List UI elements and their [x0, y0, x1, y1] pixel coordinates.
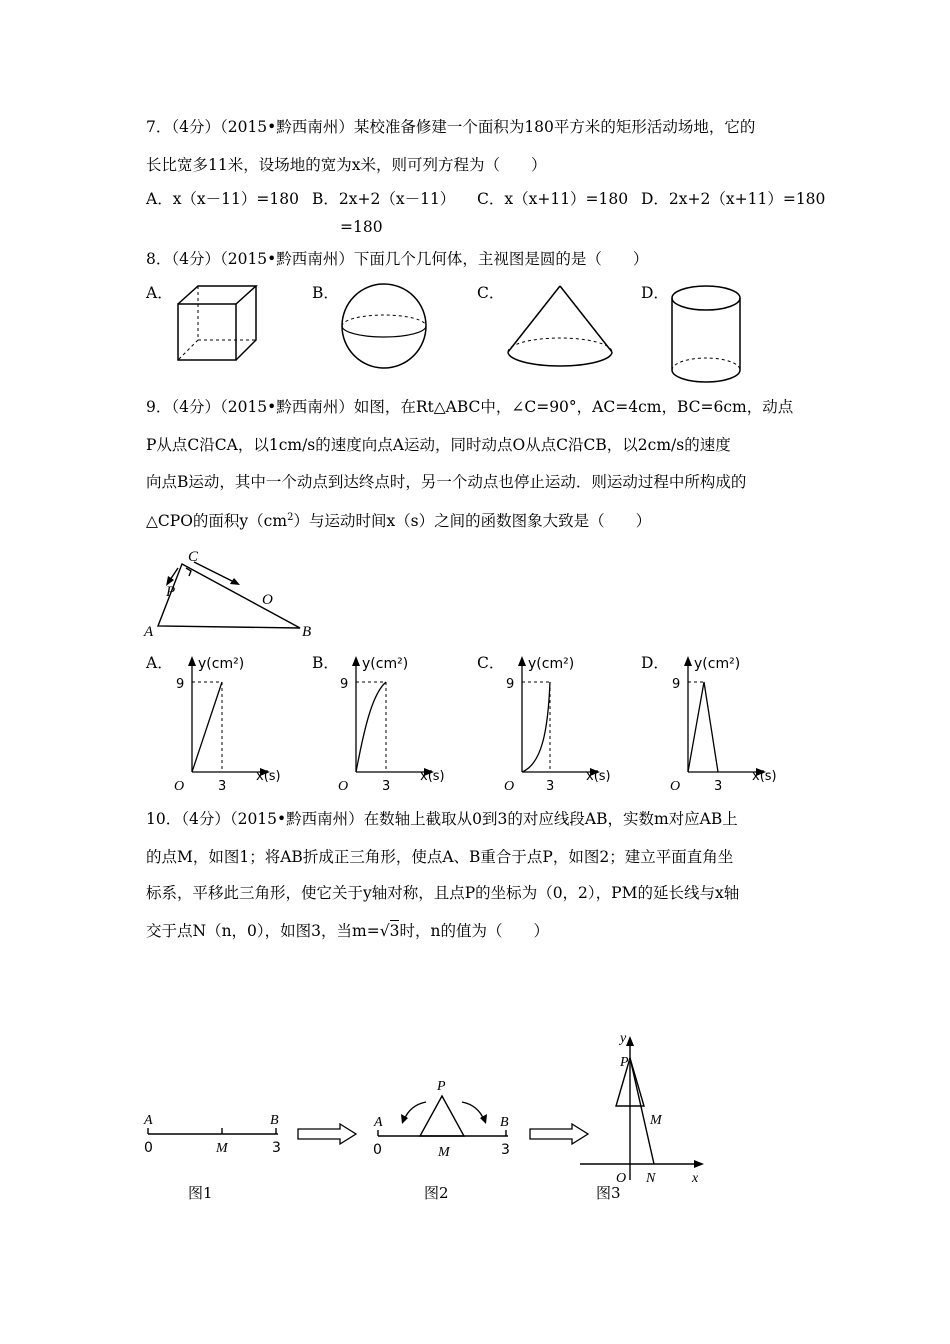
q10-fig2-p: P [437, 1079, 446, 1094]
q9-graph-b[interactable] [332, 650, 452, 800]
q9-stem-line3: 向点B运动，其中一个动点到达终点时，另一个动点也停止运动．则运动过程中所构成的 [146, 473, 747, 491]
q10-fig2-zero: 0 [373, 1142, 382, 1158]
q9-c-y-axis-label: y(cm²) [528, 656, 575, 672]
q7-option-a[interactable]: A．x（x－11）=180 [146, 190, 299, 208]
q10-fig1-m: M [216, 1141, 228, 1156]
q9-label-o: O [262, 592, 273, 608]
q10-fig3-m: M [650, 1113, 662, 1128]
cube-figure [174, 284, 264, 364]
q9-b-x-tick: 3 [382, 779, 391, 794]
q9-label-b: B [302, 624, 312, 640]
q10-fig2-caption: 图2 [424, 1184, 449, 1202]
sqrt-sign-icon: √ [379, 922, 390, 940]
q9-a-y-tick: 9 [176, 677, 185, 692]
q9-stem-line4 [146, 513, 651, 530]
q7-stem-line1: 7．（4分）（2015•黔西南州）某校准备修建一个面积为180平方米的矩形活动场地，它的 [146, 118, 756, 136]
q10-stem-line4-radicand: 3 [389, 922, 400, 940]
q7-option-b-cont: =180 [340, 218, 383, 236]
q9-option-d-label[interactable]: D． [641, 654, 669, 672]
q9-stem-line2: P从点C沿CA，以1cm/s的速度向点A运动，同时动点O从点C沿CB，以2cm/s的速度 [146, 436, 731, 454]
q7-option-c[interactable]: C．x（x+11）=180 [477, 190, 629, 208]
q10-stem-line3: 标系，平移此三角形，使它关于y轴对称，且点P的坐标为（0，2），PM的延长线与x轴 [146, 884, 740, 902]
q10-fig2-a: A [374, 1115, 383, 1130]
q10-stem-line4-b: 时，n的值为（ ） [399, 922, 549, 940]
q8-option-d-label[interactable]: D． [641, 284, 669, 302]
q9-graph-d[interactable] [664, 650, 784, 800]
q9-d-x-axis-label: x(s) [752, 769, 777, 784]
q9-d-y-axis-label: y(cm²) [694, 656, 741, 672]
q10-stem-line2: 的点M，如图1；将AB折成正三角形，使点A、B重合于点P，如图2；建立平面直角坐 [146, 848, 734, 866]
q10-fig2-m: M [438, 1145, 450, 1160]
q9-option-b-label[interactable]: B． [312, 654, 339, 672]
q10-fig3-o: O [616, 1171, 627, 1186]
q8-option-b-label[interactable]: B． [312, 284, 339, 302]
q7-option-d[interactable]: D．2x+2（x+11）=180 [641, 190, 826, 208]
double-arrow-icon [296, 1122, 360, 1146]
q9-graph-a[interactable] [168, 650, 288, 800]
q10-fig3 [574, 1030, 714, 1190]
sphere-figure [340, 284, 430, 374]
q10-fig1-b: B [270, 1113, 279, 1128]
q10-stem-line1: 10．（4分）（2015•黔西南州）在数轴上截取从0到3的对应线段AB，实数m对应AB上 [146, 810, 738, 828]
q10-fig2 [370, 1076, 520, 1166]
q9-c-x-tick: 3 [546, 779, 555, 794]
q8-option-a-label[interactable]: A． [146, 284, 173, 302]
q10-stem-line4-a: 交于点N（n，0），如图3，当m= [146, 922, 380, 940]
q10-stem-line4 [146, 924, 549, 940]
q9-a-x-axis-label: x(s) [256, 769, 281, 784]
q9-a-y-axis-label: y(cm²) [198, 656, 245, 672]
q9-stem-line4-a: △CPO的面积y（cm [146, 512, 288, 531]
q9-label-c: C [188, 549, 199, 565]
q9-c-x-axis-label: x(s) [586, 769, 611, 784]
q9-d-x-tick: 3 [714, 779, 723, 794]
q7-option-b[interactable]: B．2x+2（x－11） [312, 190, 456, 208]
q9-b-y-tick: 9 [340, 677, 349, 692]
q10-fig3-p: P [620, 1055, 629, 1070]
q9-b-x-axis-label: x(s) [420, 769, 445, 784]
q9-b-origin: O [338, 779, 349, 794]
q10-fig3-caption: 图3 [596, 1184, 621, 1202]
q9-b-y-axis-label: y(cm²) [362, 656, 409, 672]
q10-fig1-three: 3 [272, 1140, 281, 1156]
cylinder-figure [670, 284, 750, 384]
q9-label-p: P [166, 584, 176, 600]
q9-c-origin: O [504, 779, 515, 794]
q9-option-c-label[interactable]: C． [477, 654, 505, 672]
q9-a-x-tick: 3 [218, 779, 227, 794]
q10-fig2-three: 3 [501, 1142, 510, 1158]
q7-stem-line2: 长比宽多11米，设场地的宽为x米，则可列方程为（ ） [146, 156, 547, 174]
q9-d-origin: O [670, 779, 681, 794]
q10-fig1-zero: 0 [144, 1140, 153, 1156]
q10-fig3-n: N [646, 1171, 656, 1186]
q9-a-origin: O [174, 779, 185, 794]
cone-figure [506, 284, 616, 374]
q10-fig1-a: A [144, 1113, 153, 1128]
q9-label-a: A [144, 624, 154, 640]
q9-option-a-label[interactable]: A． [146, 654, 173, 672]
q9-d-y-tick: 9 [672, 677, 681, 692]
q10-fig3-y: y [620, 1031, 627, 1046]
q9-stem-line1: 9．（4分）（2015•黔西南州）如图，在Rt△ABC中，∠C=90°，AC=4cm，BC=6cm，动点 [146, 398, 794, 416]
q9-c-y-tick: 9 [506, 677, 515, 692]
q10-fig1 [140, 1110, 290, 1170]
q9-triangle-figure [144, 546, 324, 646]
q8-stem: 8．（4分）（2015•黔西南州）下面几个几何体，主视图是圆的是（ ） [146, 250, 649, 268]
q9-stem-line4-b: ）与运动时间x（s）之间的函数图象大致是（ ） [293, 512, 652, 531]
q10-fig3-x: x [692, 1171, 699, 1186]
q10-fig1-caption: 图1 [188, 1184, 213, 1202]
q8-option-c-label[interactable]: C． [477, 284, 505, 302]
q9-stem-line4-sup: 2 [287, 512, 294, 523]
q9-graph-c[interactable] [498, 650, 618, 800]
q10-fig2-b: B [500, 1115, 509, 1130]
